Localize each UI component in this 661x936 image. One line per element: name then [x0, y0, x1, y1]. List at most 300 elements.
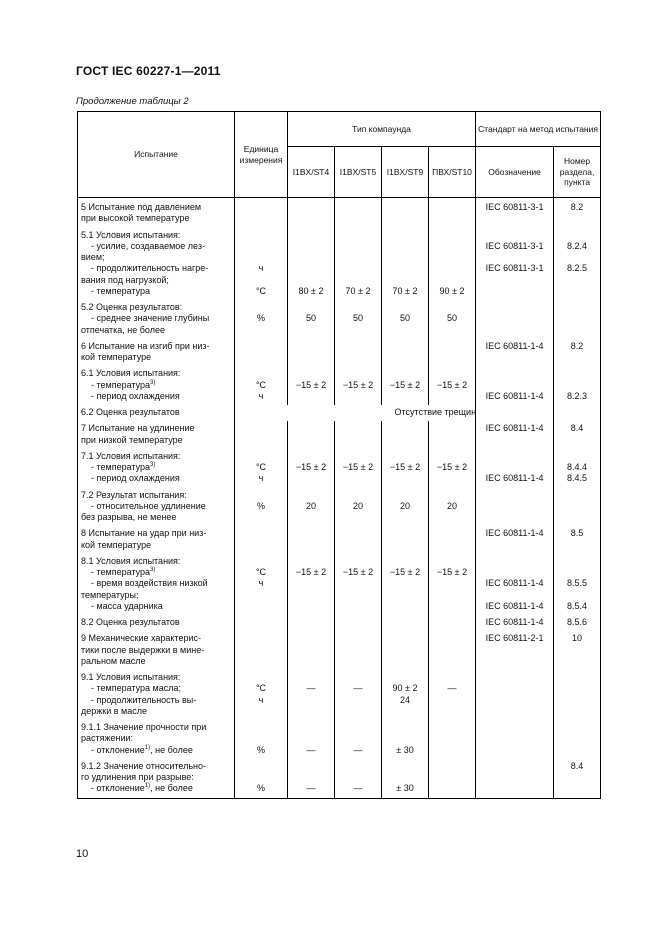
- cell-line: [288, 368, 334, 379]
- cell-line: [81, 745, 230, 756]
- cell-line: [476, 451, 553, 462]
- cell-text: −15 ± 2: [295, 462, 327, 472]
- cell-line: [81, 645, 230, 656]
- cell-line: [335, 275, 381, 286]
- cell-line: [476, 380, 553, 391]
- cell-line: [476, 202, 553, 213]
- cell-line: [382, 380, 428, 391]
- cell-line: [554, 252, 600, 263]
- cell-line: [335, 230, 381, 241]
- cell-text: −15 ± 2: [389, 379, 421, 390]
- test-cell: [78, 526, 235, 554]
- cell-line: [382, 772, 428, 783]
- standard-cell: [476, 759, 554, 798]
- cell-line: [81, 490, 230, 501]
- cell-line: [429, 286, 475, 297]
- cell-line: [81, 325, 230, 336]
- cell-line: [476, 528, 553, 539]
- cell-line: [554, 341, 600, 352]
- cell-line: [235, 473, 287, 484]
- cell-line: [288, 772, 334, 783]
- cell-line: [81, 556, 230, 567]
- unit-cell: [235, 720, 288, 759]
- cell-line: [476, 252, 553, 263]
- value-cell: [335, 615, 382, 631]
- cell-text: —: [353, 783, 363, 794]
- cell-line: [81, 462, 230, 473]
- cell-line: [382, 745, 428, 756]
- cell-line: [429, 380, 475, 391]
- document-header: ГОСТ IEC 60227-1—2011: [76, 64, 221, 78]
- cell-text: IEC 60811-1-4: [485, 600, 544, 611]
- cell-line: [235, 313, 287, 324]
- cell-text: −15 ± 2: [436, 379, 468, 390]
- value-cell: [382, 526, 429, 554]
- value-cell: [429, 198, 476, 228]
- cell-text: −15 ± 2: [295, 567, 327, 577]
- cell-line: [554, 556, 600, 567]
- test-cell: [78, 339, 235, 367]
- value-cell: [335, 339, 382, 367]
- cell-line: [429, 501, 475, 512]
- cell-text: 6.1 Условия испытания:: [81, 368, 181, 379]
- unit-cell: [235, 631, 288, 670]
- cell-line: [335, 451, 381, 462]
- value-cell: [335, 421, 382, 449]
- cell-text: ч: [258, 578, 264, 589]
- section-cell: [554, 759, 601, 798]
- cell-text: 9.1.1 Значение прочности при: [81, 722, 207, 732]
- unit-cell: [235, 228, 288, 301]
- value-cell: [288, 339, 335, 367]
- cell-text: ральном масле: [81, 655, 146, 666]
- unit-cell: [235, 198, 288, 228]
- value-cell: [288, 366, 335, 405]
- test-cell: [78, 228, 235, 301]
- cell-line: [382, 501, 428, 512]
- table-row: [78, 405, 601, 421]
- section-cell: [554, 449, 601, 488]
- cell-line: [235, 380, 287, 391]
- cell-text: - температура: [91, 462, 151, 472]
- cell-line: [429, 683, 475, 694]
- cell-line: [335, 380, 381, 391]
- value-cell: [335, 449, 382, 488]
- cell-line: [81, 252, 230, 263]
- cell-line: [335, 252, 381, 263]
- section-cell: [554, 228, 601, 301]
- cell-text: —: [447, 683, 457, 694]
- cell-line: [235, 462, 287, 473]
- table-row: [78, 720, 601, 759]
- section-cell: [554, 198, 601, 228]
- cell-text: - период охлаждения: [91, 473, 180, 484]
- section-cell: [554, 615, 601, 631]
- value-cell: [382, 631, 429, 670]
- value-cell: [288, 759, 335, 798]
- cell-line: [335, 772, 381, 783]
- value-cell: [288, 615, 335, 631]
- cell-line: [81, 391, 230, 402]
- cell-line: [335, 490, 381, 501]
- cell-text: —: [353, 744, 363, 755]
- cell-text: - температура масла;: [91, 683, 181, 694]
- standard-cell: [476, 228, 554, 301]
- section-cell: [554, 631, 601, 670]
- header-compound: I1BX/ST9: [382, 147, 429, 198]
- cell-line: [429, 275, 475, 286]
- cell-line: [429, 230, 475, 241]
- table-body: [78, 198, 601, 799]
- unit-cell: [235, 670, 288, 720]
- cell-text-suffix: , не более: [150, 744, 193, 755]
- cell-text: 9.1.2 Значение относительно-: [81, 760, 207, 771]
- cell-text: ± 30: [396, 744, 414, 755]
- cell-line: [476, 368, 553, 379]
- cell-line: [554, 567, 600, 578]
- cell-text: без разрыва, не менее: [81, 512, 177, 522]
- value-cell: [288, 554, 335, 615]
- value-cell: [288, 198, 335, 228]
- cell-text: −15 ± 2: [436, 567, 468, 577]
- cell-text: 70 ± 2: [345, 285, 371, 296]
- cell-text: 8.4.4: [567, 462, 588, 472]
- unit-cell: [235, 300, 288, 339]
- cell-text: °C: [255, 379, 267, 390]
- cell-text: 20: [352, 500, 363, 511]
- cell-line: [288, 556, 334, 567]
- cell-text: - относительное удлинение: [91, 500, 206, 511]
- cell-line: [81, 202, 230, 213]
- cell-line: [429, 252, 475, 263]
- cell-line: [382, 733, 428, 744]
- cell-line: [288, 275, 334, 286]
- header-compound-type: Тип компаунда: [288, 112, 476, 147]
- header-compound: ПВХ/ST10: [429, 147, 476, 198]
- cell-line: [81, 473, 230, 484]
- cell-text: −15 ± 2: [342, 379, 374, 390]
- section-cell: [554, 554, 601, 615]
- cell-text: 8.2.5: [567, 263, 588, 274]
- cell-line: [382, 252, 428, 263]
- cell-text: - продолжительность нагре-: [91, 263, 209, 274]
- value-cell: [335, 631, 382, 670]
- cell-text: 50: [399, 313, 410, 324]
- cell-text: 10: [572, 633, 583, 644]
- cell-line: [382, 683, 428, 694]
- cell-line: [429, 368, 475, 379]
- cell-line: [81, 423, 230, 434]
- value-cell: [382, 759, 429, 798]
- cell-line: [235, 263, 287, 274]
- cell-line: [288, 230, 334, 241]
- cell-text: −15 ± 2: [389, 462, 421, 472]
- cell-text: ч: [258, 694, 264, 705]
- cell-line: [81, 672, 230, 683]
- cell-text: 8 Испытание на удар при низ-: [81, 528, 207, 539]
- unit-cell: [235, 366, 288, 405]
- cell-text: 8.1 Условия испытания:: [81, 555, 181, 566]
- value-cell: [429, 670, 476, 720]
- cell-line: [335, 567, 381, 578]
- result-span-cell: [235, 405, 476, 421]
- value-cell: [335, 670, 382, 720]
- cell-line: [81, 435, 230, 446]
- cell-text: IEC 60811-1-4: [485, 473, 544, 484]
- cell-text: - температура: [91, 285, 151, 296]
- cell-text: температуры;: [81, 589, 139, 600]
- cell-line: [476, 391, 553, 402]
- cell-text: 50: [305, 313, 316, 324]
- cell-text: 7 Испытание на удлинение: [81, 423, 195, 434]
- standard-cell: [476, 421, 554, 449]
- cell-line: [288, 302, 334, 313]
- cell-text: отпечатка, не более: [81, 324, 165, 335]
- cell-line: [81, 241, 230, 252]
- cell-text: %: [256, 744, 265, 755]
- value-cell: [288, 488, 335, 527]
- cell-text: 5.2 Оценка результатов:: [81, 302, 183, 312]
- cell-text: %: [256, 313, 265, 324]
- standard-cell: [476, 615, 554, 631]
- cell-line: [235, 722, 287, 733]
- cell-line: [81, 286, 230, 297]
- cell-text: −15 ± 2: [342, 462, 374, 472]
- cell-line: [335, 672, 381, 683]
- cell-line: [81, 230, 230, 241]
- cell-text: 8.5.6: [567, 617, 588, 627]
- cell-line: [476, 633, 553, 644]
- cell-line: [476, 556, 553, 567]
- cell-line: [382, 490, 428, 501]
- cell-line: [429, 672, 475, 683]
- spec-table: [77, 111, 601, 799]
- cell-line: [382, 275, 428, 286]
- cell-text: тики после выдержки в мине-: [81, 644, 205, 655]
- cell-text: 8.5: [570, 528, 584, 539]
- footnote-ref: 1): [144, 783, 151, 790]
- cell-text: 7.2 Результат испытания:: [81, 489, 187, 500]
- value-cell: [382, 670, 429, 720]
- cell-line: [81, 761, 230, 772]
- cell-line: [288, 462, 334, 473]
- cell-line: [335, 241, 381, 252]
- cell-line: [81, 368, 230, 379]
- cell-line: [382, 556, 428, 567]
- cell-line: [81, 313, 230, 324]
- cell-text: растяжении:: [81, 733, 134, 744]
- cell-line: [235, 578, 287, 589]
- cell-line: [288, 567, 334, 578]
- page-number: 10: [76, 848, 89, 860]
- standard-cell: [476, 554, 554, 615]
- cell-text: 70 ± 2: [392, 285, 418, 296]
- table-row: [78, 449, 601, 488]
- cell-text: 20: [305, 500, 316, 511]
- cell-text: IEC 60811-1-4: [485, 340, 544, 351]
- cell-text-suffix: , не более: [150, 783, 193, 794]
- cell-line: [382, 722, 428, 733]
- cell-line: [476, 341, 553, 352]
- cell-line: [554, 590, 600, 601]
- test-cell: [78, 366, 235, 405]
- value-cell: [429, 720, 476, 759]
- footnote-ref: 3): [150, 567, 156, 573]
- cell-line: [288, 241, 334, 252]
- cell-text: 5.1 Условия испытания:: [81, 229, 181, 240]
- cell-line: [288, 683, 334, 694]
- header-standard: Стандарт на метод испытания: [476, 112, 601, 147]
- cell-line: [81, 783, 230, 794]
- value-cell: [335, 526, 382, 554]
- cell-line: [235, 733, 287, 744]
- value-cell: [335, 720, 382, 759]
- cell-line: [288, 761, 334, 772]
- value-cell: [382, 449, 429, 488]
- value-cell: [288, 720, 335, 759]
- cell-line: [554, 462, 600, 473]
- cell-line: [81, 540, 230, 551]
- table-row: [78, 670, 601, 720]
- cell-line: [382, 241, 428, 252]
- cell-text: 90 ± 2: [439, 285, 465, 296]
- header-compound: I1BX/ST4: [288, 147, 335, 198]
- unit-cell: [235, 339, 288, 367]
- value-cell: [429, 339, 476, 367]
- cell-text: 8.2.4: [567, 240, 588, 251]
- cell-text: IEC 60811-1-4: [485, 423, 544, 434]
- cell-line: [81, 722, 230, 733]
- cell-line: [81, 407, 230, 418]
- header-test: Испытание: [78, 112, 235, 198]
- unit-cell: [235, 759, 288, 798]
- cell-line: [81, 275, 230, 286]
- cell-text: IEC 60811-1-4: [485, 617, 544, 627]
- value-cell: [288, 631, 335, 670]
- cell-line: [81, 733, 230, 744]
- cell-line: [235, 391, 287, 402]
- cell-line: [288, 745, 334, 756]
- cell-line: [81, 302, 230, 313]
- cell-line: [81, 528, 230, 539]
- cell-line: [382, 263, 428, 274]
- cell-text: 8.4: [570, 423, 584, 434]
- cell-line: [335, 263, 381, 274]
- cell-line: [476, 462, 553, 473]
- cell-line: [81, 501, 230, 512]
- cell-line: [382, 368, 428, 379]
- cell-text: 9.1 Условия испытания:: [81, 672, 181, 682]
- cell-line: [554, 391, 600, 402]
- value-cell: [288, 300, 335, 339]
- test-cell: [78, 488, 235, 527]
- cell-line: [429, 567, 475, 578]
- cell-text: 50: [447, 313, 458, 324]
- value-cell: [335, 228, 382, 301]
- cell-text: - время воздействия низкой: [91, 578, 208, 589]
- test-cell: [78, 670, 235, 720]
- cell-text: °C: [255, 567, 267, 577]
- cell-line: [554, 633, 600, 644]
- test-cell: [78, 449, 235, 488]
- value-cell: [288, 526, 335, 554]
- cell-line: [335, 302, 381, 313]
- value-cell: [382, 488, 429, 527]
- unit-cell: [235, 449, 288, 488]
- value-cell: [429, 300, 476, 339]
- table-row: [78, 366, 601, 405]
- cell-line: [382, 313, 428, 324]
- value-cell: [429, 526, 476, 554]
- cell-text: 8.2: [570, 202, 584, 212]
- cell-line: [335, 501, 381, 512]
- cell-line: [81, 772, 230, 783]
- cell-line: [235, 451, 287, 462]
- test-cell: [78, 198, 235, 228]
- cell-line: [382, 230, 428, 241]
- value-cell: [288, 449, 335, 488]
- test-cell: [78, 554, 235, 615]
- cell-text: 8.2 Оценка результатов: [81, 617, 180, 627]
- cell-line: [335, 368, 381, 379]
- cell-line: [235, 302, 287, 313]
- cell-text: IEC 60811-1-4: [485, 528, 544, 539]
- cell-text: держки в масле: [81, 705, 147, 716]
- cell-line: [288, 286, 334, 297]
- test-cell: [78, 421, 235, 449]
- standard-cell: [476, 720, 554, 759]
- cell-text: 8.5.5: [567, 578, 588, 589]
- cell-line: [554, 451, 600, 462]
- cell-text: при низкой температуре: [81, 434, 183, 445]
- cell-line: [81, 706, 230, 717]
- cell-line: [554, 761, 600, 772]
- cell-line: [554, 578, 600, 589]
- value-cell: [382, 300, 429, 339]
- cell-text: при высокой температуре: [81, 213, 190, 224]
- cell-line: [235, 501, 287, 512]
- cell-text: 8.2.3: [567, 390, 588, 401]
- cell-text: - усилие, создаваемое лез-: [91, 240, 205, 251]
- value-cell: [429, 615, 476, 631]
- cell-text: 6.2 Оценка результатов: [81, 407, 180, 417]
- cell-line: [235, 490, 287, 501]
- value-cell: [335, 300, 382, 339]
- cell-line: [235, 286, 287, 297]
- footnote-ref: 3): [150, 462, 156, 468]
- cell-text: °C: [255, 462, 267, 472]
- cell-text: кой температуре: [81, 539, 152, 550]
- cell-line: [335, 722, 381, 733]
- cell-line: [382, 761, 428, 772]
- cell-line: [235, 783, 287, 794]
- cell-line: [382, 783, 428, 794]
- cell-text: —: [306, 744, 316, 755]
- cell-line: [554, 230, 600, 241]
- cell-line: [335, 286, 381, 297]
- table-row: [78, 631, 601, 670]
- standard-cell: [476, 526, 554, 554]
- cell-text: - период охлаждения: [91, 390, 180, 401]
- cell-line: [235, 745, 287, 756]
- cell-text: −15 ± 2: [436, 462, 468, 472]
- table-row: [78, 554, 601, 615]
- cell-line: [554, 263, 600, 274]
- cell-line: [81, 380, 230, 391]
- cell-text: 7.1 Условия испытания:: [81, 450, 181, 461]
- cell-line: [429, 241, 475, 252]
- cell-line: [476, 423, 553, 434]
